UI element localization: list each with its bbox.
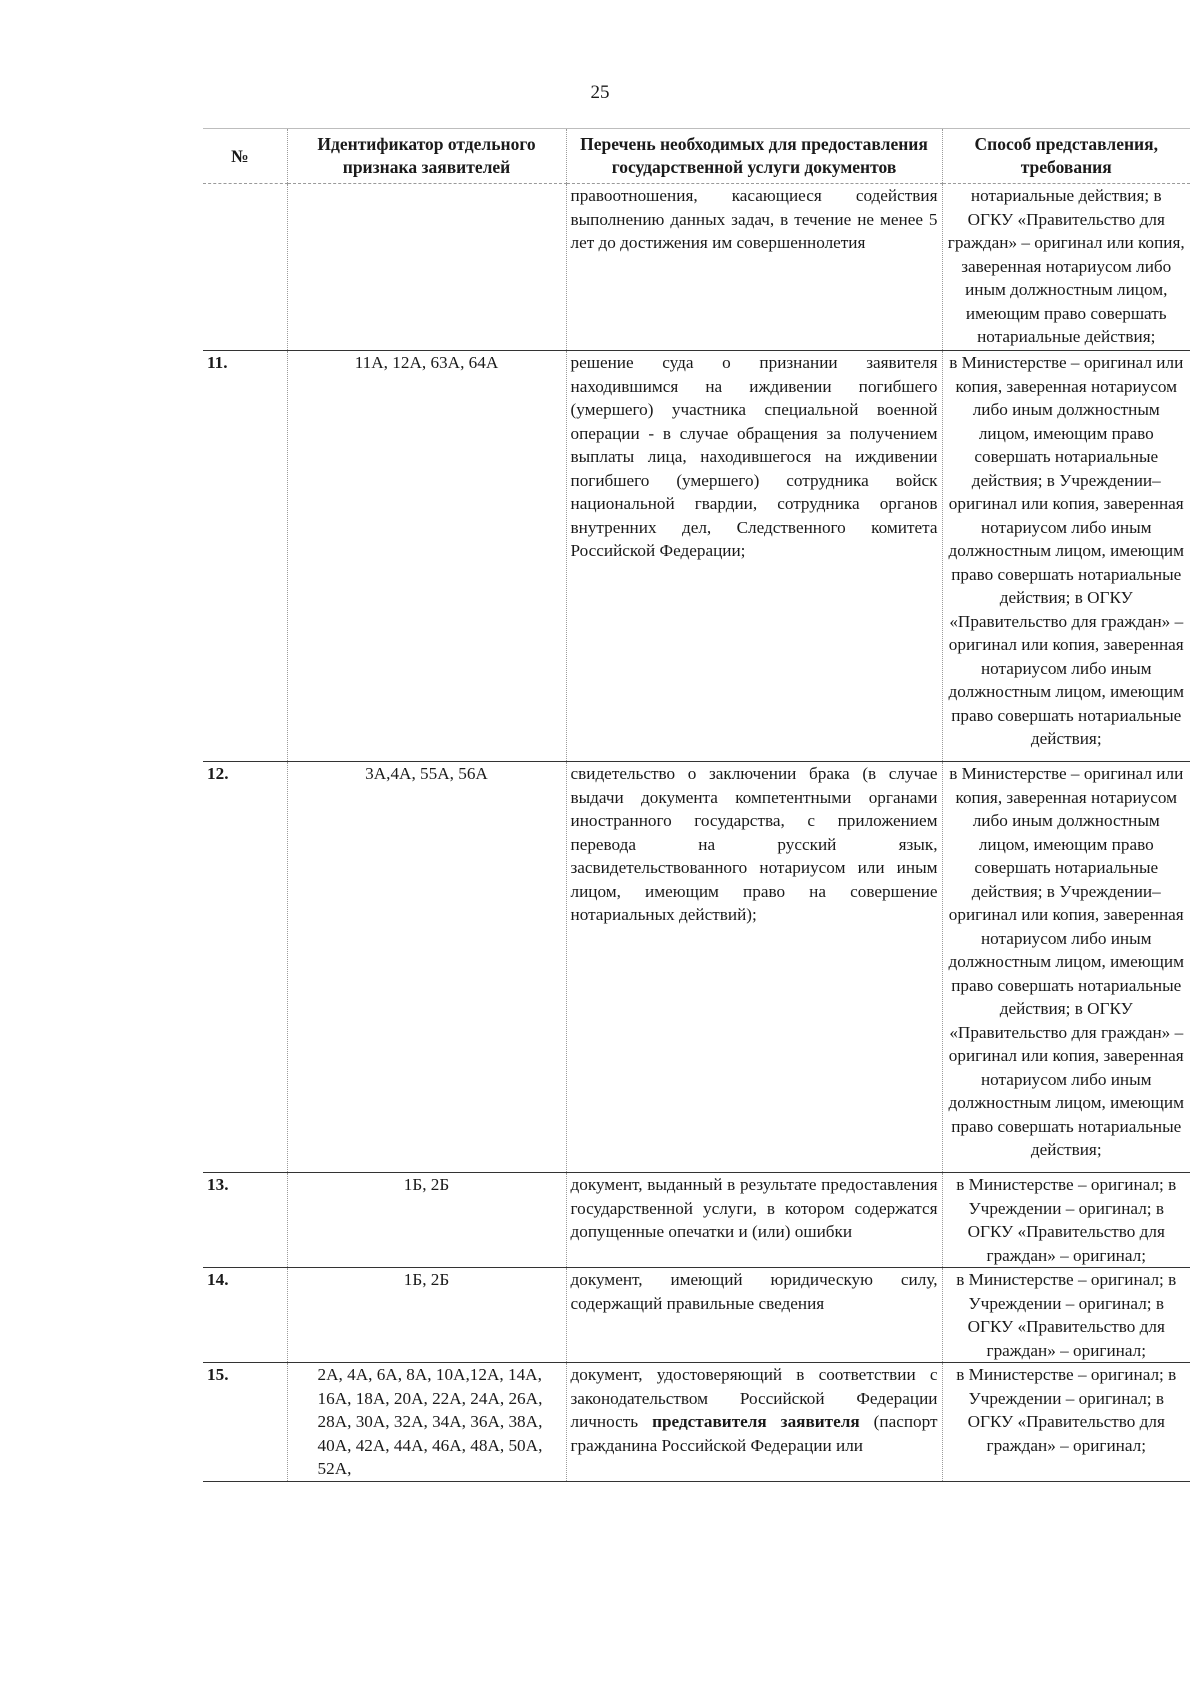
- row-num: 14.: [203, 1268, 287, 1363]
- table-row: [203, 351, 1190, 762]
- table-row: [203, 1363, 1190, 1482]
- row-documents: решение суда о признании заявителя находившимся на иждивении погибшего (умершего) участника специальной военной операции - в случае обращения за получением выплаты лица, находившегося на иждивении погибшего (умершего) сотрудника войск национальной гвардии, сотрудника органов внутренних дел, Следственного комитета Российской Федерации;: [566, 351, 942, 762]
- table-row: [203, 1268, 1190, 1363]
- row-identifier: [287, 184, 566, 351]
- row-num: 12.: [203, 762, 287, 1173]
- documents-text-after: (паспорт гражданина Российской Федерации или: [570, 1412, 938, 1455]
- row-method: в Министерстве – оригинал; в Учреждении – оригинал; в ОГКУ «Правительство для граждан» – оригинал;: [942, 1173, 1190, 1268]
- row-method: в Министерстве – оригинал или копия, заверенная нотариусом либо иным должностным лицом, имеющим право совершать нотариальные действия; в Учреждении– оригинал или копия, заверенная нотариусом либо иным должностным лицом, имеющим право совершать нотариальные действия; в ОГКУ «Правительство для граждан» – оригинал или копия, заверенная нотариусом либо иным должностным лицом, имеющим право совершать нотариальные действия;: [942, 351, 1190, 762]
- header-documents: Перечень необходимых для предоставления государственной услуги документов: [566, 129, 942, 184]
- table-row: [203, 762, 1190, 1173]
- row-identifier: 2А, 4А, 6А, 8А, 10А,12А, 14А, 16А, 18А, 20А, 22А, 24А, 26А, 28А, 30А, 32А, 34А, 36А, 38А, 40А, 42А, 44А, 46А, 48А, 50А, 52А,: [287, 1363, 566, 1482]
- row-documents: свидетельство о заключении брака (в случае выдачи документа компетентными органами иностранного государства, с приложением перевода на русский язык, засвидетельствованного нотариусом или иным лицом, имеющим право на совершение нотариальных действий);: [566, 762, 942, 1173]
- row-documents: документ, выданный в результате предоставления государственной услуги, в котором содержатся допущенные опечатки и (или) ошибки: [566, 1173, 942, 1268]
- table-row: [203, 184, 1190, 351]
- documents-table: [203, 128, 1190, 1482]
- row-method: в Министерстве – оригинал; в Учреждении – оригинал; в ОГКУ «Правительство для граждан» – оригинал;: [942, 1268, 1190, 1363]
- row-method: в Министерстве – оригинал или копия, заверенная нотариусом либо иным должностным лицом, имеющим право совершать нотариальные действия; в Учреждении– оригинал или копия, заверенная нотариусом либо иным должностным лицом, имеющим право совершать нотариальные действия; в ОГКУ «Правительство для граждан» – оригинал или копия, заверенная нотариусом либо иным должностным лицом, имеющим право совершать нотариальные действия;: [942, 762, 1190, 1173]
- header-num: №: [203, 129, 287, 184]
- table-header-row: [203, 129, 1190, 184]
- documents-text-bold: представителя заявителя: [652, 1412, 860, 1431]
- row-documents: [566, 1363, 942, 1482]
- row-documents: документ, имеющий юридическую силу, содержащий правильные сведения: [566, 1268, 942, 1363]
- header-method: Способ представления, требования: [942, 129, 1190, 184]
- row-identifier: 11А, 12А, 63А, 64А: [287, 351, 566, 762]
- documents-text-before: документ, удостоверяющий в соответствии с законодательством Российской Федерации личность: [570, 1365, 938, 1431]
- row-num: 13.: [203, 1173, 287, 1268]
- row-documents: правоотношения, касающиеся содействия выполнению данных задач, в течение не менее 5 лет до достижения им совершеннолетия: [566, 184, 942, 351]
- row-num: [203, 184, 287, 351]
- row-num: 15.: [203, 1363, 287, 1482]
- row-identifier: 3А,4А, 55А, 56А: [287, 762, 566, 1173]
- header-identifier: Идентификатор отдельного признака заявителей: [287, 129, 566, 184]
- row-identifier: 1Б, 2Б: [287, 1268, 566, 1363]
- page-number: 25: [590, 82, 610, 103]
- row-method: в Министерстве – оригинал; в Учреждении – оригинал; в ОГКУ «Правительство для граждан» – оригинал;: [942, 1363, 1190, 1482]
- row-num: 11.: [203, 351, 287, 762]
- table-row: [203, 1173, 1190, 1268]
- row-method: нотариальные действия; в ОГКУ «Правительство для граждан» – оригинал или копия, заверенная нотариусом либо иным должностным лицом, имеющим право совершать нотариальные действия;: [942, 184, 1190, 351]
- row-identifier: 1Б, 2Б: [287, 1173, 566, 1268]
